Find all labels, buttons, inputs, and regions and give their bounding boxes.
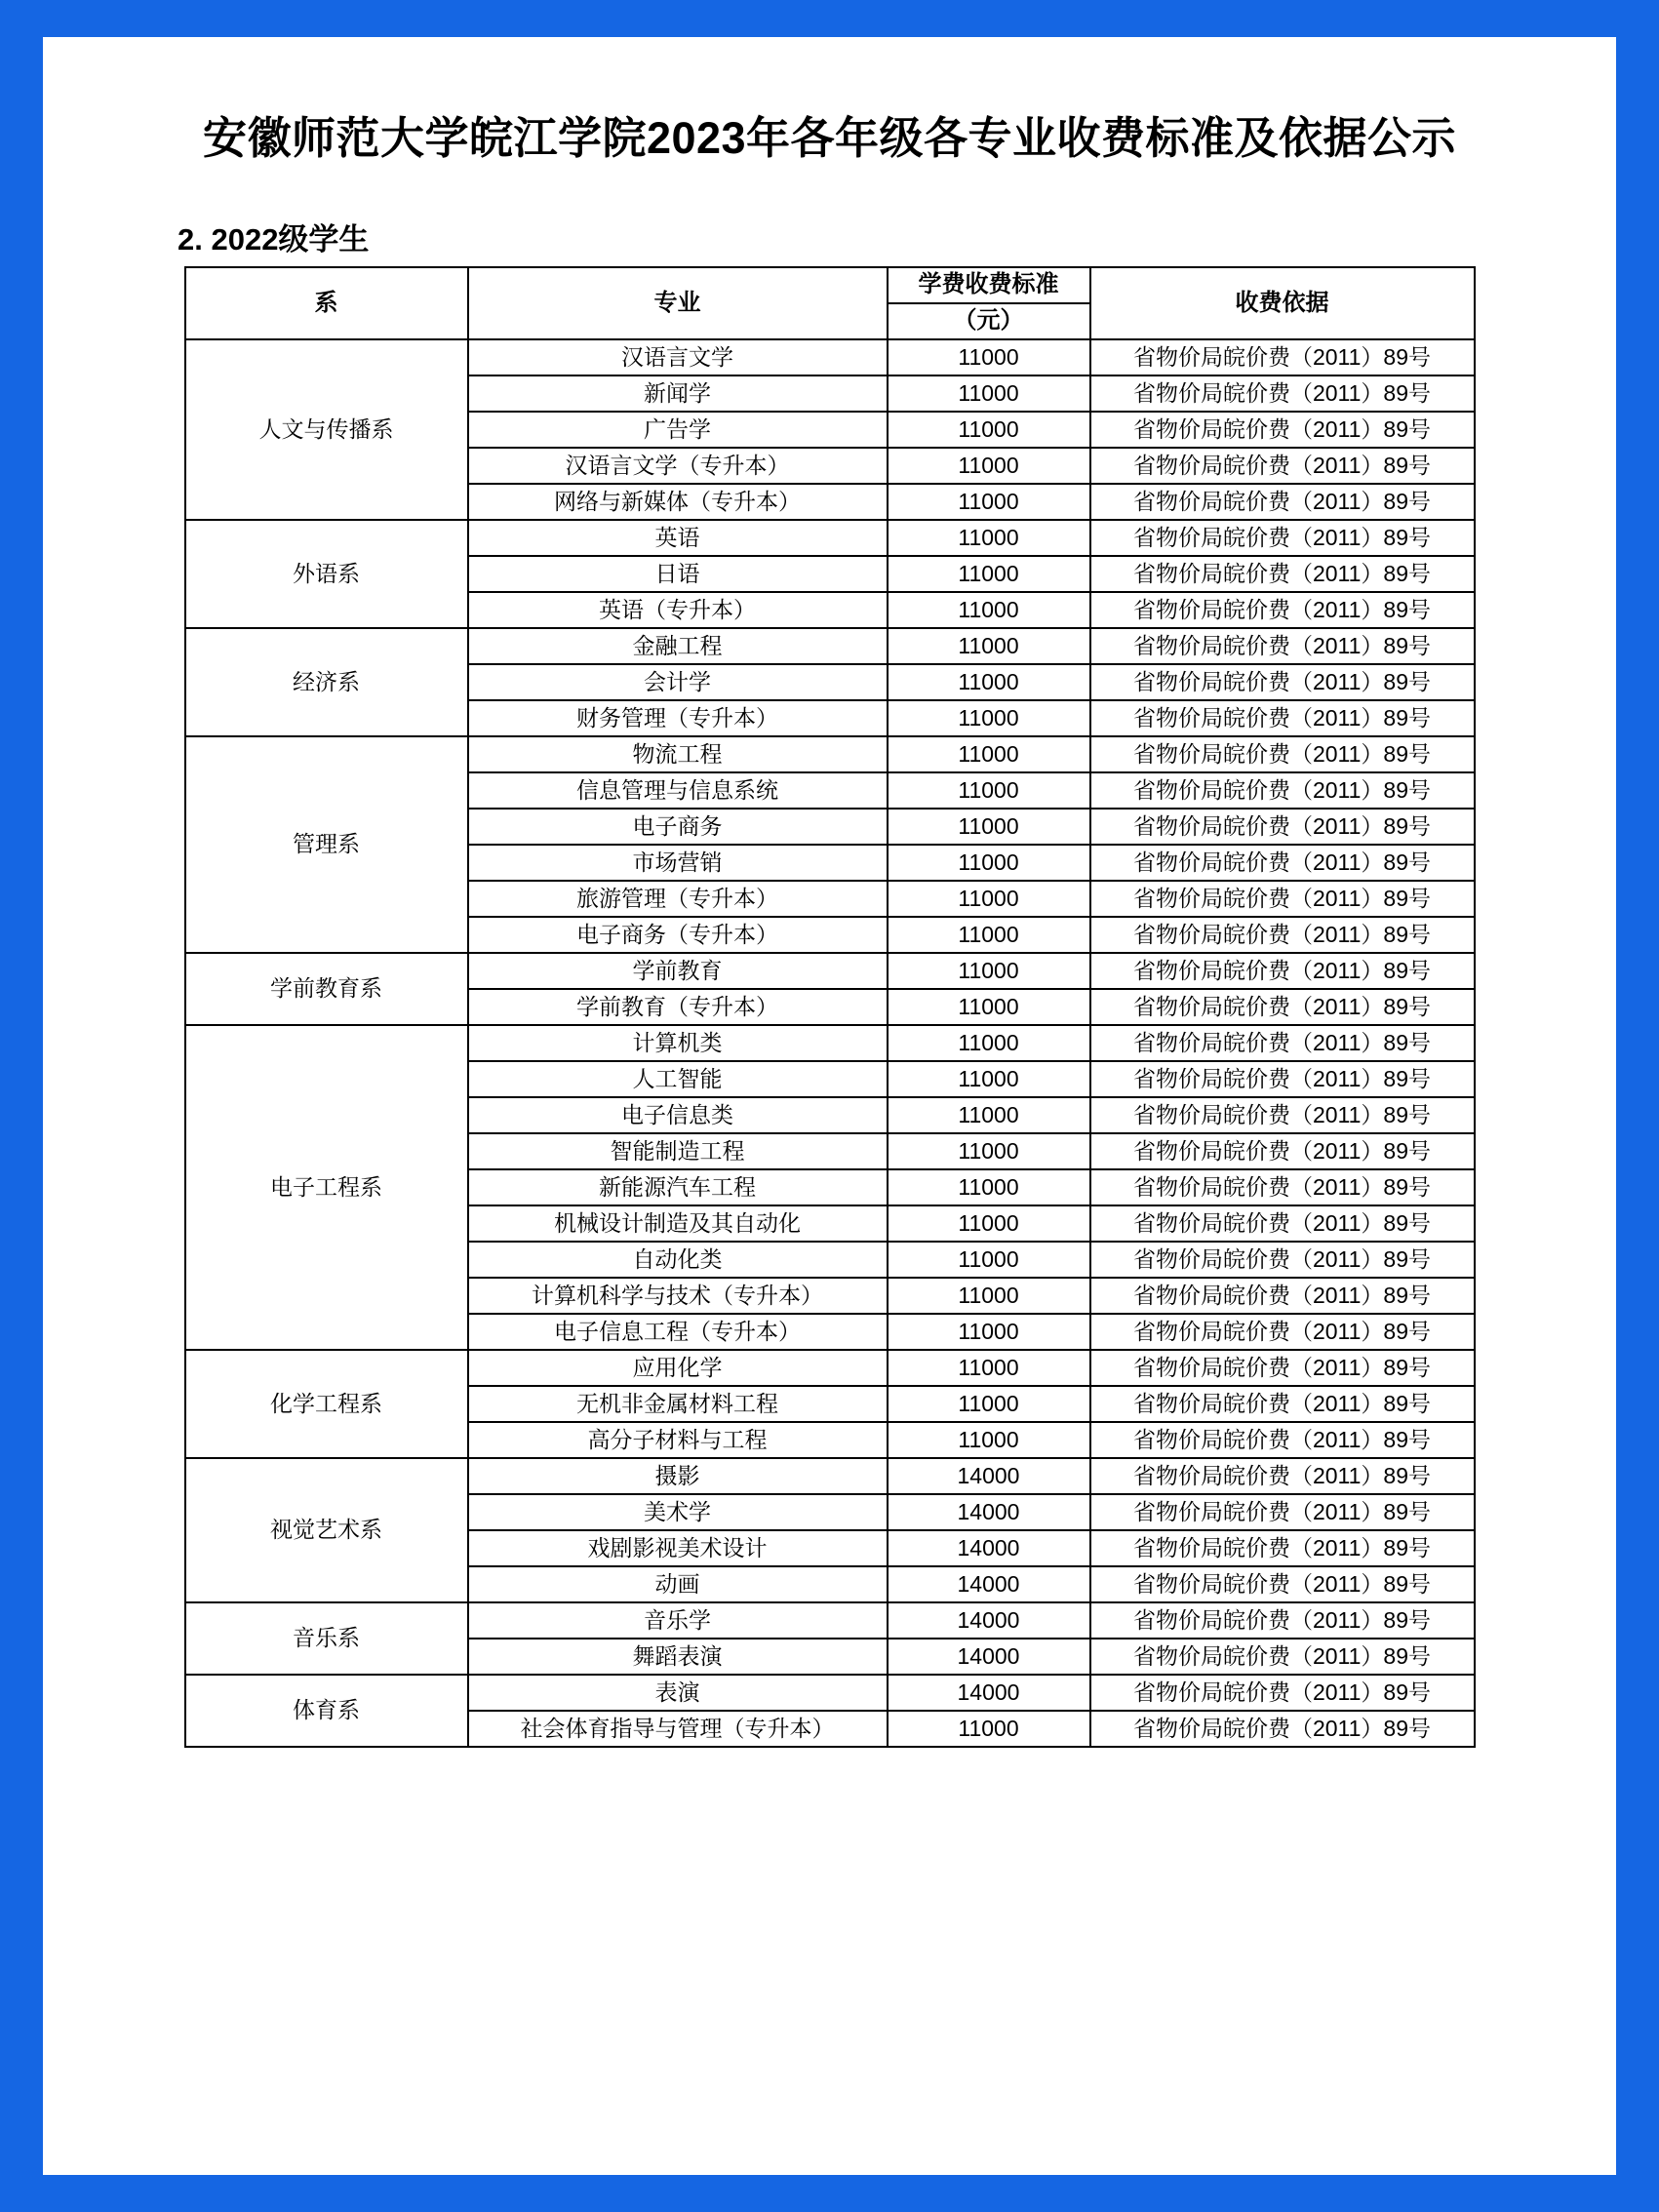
cell-basis: 省物价局皖价费（2011）89号 [1090,1386,1475,1422]
cell-fee: 11000 [888,1422,1090,1458]
cell-major: 舞蹈表演 [468,1639,888,1675]
table-row [185,1350,1475,1386]
cell-major: 高分子材料与工程 [468,1422,888,1458]
cell-basis: 省物价局皖价费（2011）89号 [1090,375,1475,412]
cell-major: 电子信息工程（专升本） [468,1314,888,1350]
cell-fee: 11000 [888,809,1090,845]
cell-fee: 14000 [888,1458,1090,1494]
cell-department: 化学工程系 [185,1350,468,1458]
cell-basis: 省物价局皖价费（2011）89号 [1090,809,1475,845]
cell-fee: 11000 [888,592,1090,628]
table-row [185,1675,1475,1711]
table-row [185,1025,1475,1061]
cell-department: 管理系 [185,736,468,953]
cell-fee: 11000 [888,1205,1090,1242]
cell-fee: 11000 [888,881,1090,917]
cell-major: 学前教育 [468,953,888,989]
cell-major: 财务管理（专升本） [468,700,888,736]
cell-basis: 省物价局皖价费（2011）89号 [1090,1205,1475,1242]
cell-major: 戏剧影视美术设计 [468,1530,888,1566]
cell-major: 自动化类 [468,1242,888,1278]
cell-basis: 省物价局皖价费（2011）89号 [1090,736,1475,772]
cell-major: 汉语言文学 [468,339,888,375]
cell-major: 计算机科学与技术（专升本） [468,1278,888,1314]
cell-major: 音乐学 [468,1602,888,1639]
table-row [185,736,1475,772]
cell-fee: 11000 [888,1711,1090,1747]
cell-major: 网络与新媒体（专升本） [468,484,888,520]
cell-major: 应用化学 [468,1350,888,1386]
cell-fee: 11000 [888,1133,1090,1169]
cell-fee: 11000 [888,700,1090,736]
table-row [185,628,1475,664]
cell-department: 音乐系 [185,1602,468,1675]
cell-fee: 11000 [888,1350,1090,1386]
cell-major: 表演 [468,1675,888,1711]
cell-basis: 省物价局皖价费（2011）89号 [1090,448,1475,484]
cell-basis: 省物价局皖价费（2011）89号 [1090,1530,1475,1566]
cell-basis: 省物价局皖价费（2011）89号 [1090,1061,1475,1097]
cell-basis: 省物价局皖价费（2011）89号 [1090,1711,1475,1747]
cell-basis: 省物价局皖价费（2011）89号 [1090,1169,1475,1205]
cell-fee: 11000 [888,917,1090,953]
cell-major: 电子商务（专升本） [468,917,888,953]
document-page [43,37,1616,2175]
table-row [185,953,1475,989]
table-row [185,520,1475,556]
cell-basis: 省物价局皖价费（2011）89号 [1090,953,1475,989]
cell-basis: 省物价局皖价费（2011）89号 [1090,989,1475,1025]
cell-basis: 省物价局皖价费（2011）89号 [1090,339,1475,375]
cell-basis: 省物价局皖价费（2011）89号 [1090,484,1475,520]
cell-major: 美术学 [468,1494,888,1530]
cell-basis: 省物价局皖价费（2011）89号 [1090,881,1475,917]
cell-basis: 省物价局皖价费（2011）89号 [1090,1566,1475,1602]
cell-major: 电子信息类 [468,1097,888,1133]
cell-fee: 14000 [888,1494,1090,1530]
cell-fee: 11000 [888,772,1090,809]
cell-fee: 11000 [888,556,1090,592]
cell-basis: 省物价局皖价费（2011）89号 [1090,1025,1475,1061]
cell-major: 计算机类 [468,1025,888,1061]
cell-major: 学前教育（专升本） [468,989,888,1025]
cell-department: 经济系 [185,628,468,736]
cell-department: 学前教育系 [185,953,468,1025]
cell-basis: 省物价局皖价费（2011）89号 [1090,520,1475,556]
cell-fee: 11000 [888,989,1090,1025]
cell-major: 社会体育指导与管理（专升本） [468,1711,888,1747]
cell-fee: 14000 [888,1566,1090,1602]
cell-department: 人文与传播系 [185,339,468,520]
cell-basis: 省物价局皖价费（2011）89号 [1090,845,1475,881]
cell-fee: 11000 [888,375,1090,412]
cell-major: 旅游管理（专升本） [468,881,888,917]
cell-basis: 省物价局皖价费（2011）89号 [1090,592,1475,628]
cell-fee: 11000 [888,448,1090,484]
cell-basis: 省物价局皖价费（2011）89号 [1090,1350,1475,1386]
cell-major: 信息管理与信息系统 [468,772,888,809]
column-header-basis: 收费依据 [1090,267,1475,339]
cell-major: 无机非金属材料工程 [468,1386,888,1422]
cell-basis: 省物价局皖价费（2011）89号 [1090,772,1475,809]
cell-fee: 11000 [888,1097,1090,1133]
section-heading: 2. 2022级学生 [178,222,370,257]
cell-basis: 省物价局皖价费（2011）89号 [1090,1097,1475,1133]
cell-major: 广告学 [468,412,888,448]
cell-basis: 省物价局皖价费（2011）89号 [1090,1494,1475,1530]
cell-fee: 11000 [888,953,1090,989]
cell-major: 机械设计制造及其自动化 [468,1205,888,1242]
cell-fee: 11000 [888,1169,1090,1205]
fee-standards-table [184,266,1476,1748]
cell-fee: 11000 [888,628,1090,664]
cell-major: 物流工程 [468,736,888,772]
cell-fee: 11000 [888,412,1090,448]
cell-basis: 省物价局皖价费（2011）89号 [1090,1242,1475,1278]
table-row [185,1602,1475,1639]
cell-basis: 省物价局皖价费（2011）89号 [1090,1278,1475,1314]
cell-basis: 省物价局皖价费（2011）89号 [1090,700,1475,736]
cell-department: 视觉艺术系 [185,1458,468,1602]
cell-major: 英语（专升本） [468,592,888,628]
cell-basis: 省物价局皖价费（2011）89号 [1090,628,1475,664]
cell-fee: 11000 [888,1061,1090,1097]
cell-basis: 省物价局皖价费（2011）89号 [1090,1314,1475,1350]
cell-fee: 11000 [888,1025,1090,1061]
cell-fee: 11000 [888,520,1090,556]
cell-basis: 省物价局皖价费（2011）89号 [1090,556,1475,592]
table-header [185,267,1475,339]
table-row [185,1458,1475,1494]
cell-basis: 省物价局皖价费（2011）89号 [1090,917,1475,953]
cell-fee: 14000 [888,1530,1090,1566]
column-header-major: 专业 [468,267,888,339]
column-header-department: 系 [185,267,468,339]
cell-basis: 省物价局皖价费（2011）89号 [1090,412,1475,448]
cell-basis: 省物价局皖价费（2011）89号 [1090,1639,1475,1675]
cell-major: 动画 [468,1566,888,1602]
cell-fee: 11000 [888,1314,1090,1350]
cell-fee: 11000 [888,339,1090,375]
cell-major: 新闻学 [468,375,888,412]
cell-major: 日语 [468,556,888,592]
cell-major: 汉语言文学（专升本） [468,448,888,484]
table-body [185,339,1475,1747]
cell-major: 会计学 [468,664,888,700]
cell-major: 摄影 [468,1458,888,1494]
cell-department: 电子工程系 [185,1025,468,1350]
cell-major: 电子商务 [468,809,888,845]
cell-basis: 省物价局皖价费（2011）89号 [1090,1458,1475,1494]
column-header-fee-unit: （元） [888,303,1090,339]
cell-major: 市场营销 [468,845,888,881]
cell-fee: 14000 [888,1639,1090,1675]
cell-department: 外语系 [185,520,468,628]
cell-major: 新能源汽车工程 [468,1169,888,1205]
table-header-row-1 [185,267,1475,303]
cell-fee: 11000 [888,1278,1090,1314]
cell-major: 人工智能 [468,1061,888,1097]
cell-basis: 省物价局皖价费（2011）89号 [1090,664,1475,700]
cell-major: 金融工程 [468,628,888,664]
cell-basis: 省物价局皖价费（2011）89号 [1090,1602,1475,1639]
cell-major: 智能制造工程 [468,1133,888,1169]
cell-fee: 11000 [888,484,1090,520]
column-header-fee: 学费收费标准 [888,267,1090,303]
cell-fee: 11000 [888,845,1090,881]
page-title: 安徽师范大学皖江学院2023年各年级各专业收费标准及依据公示 [202,113,1457,163]
cell-basis: 省物价局皖价费（2011）89号 [1090,1422,1475,1458]
table-row [185,339,1475,375]
cell-fee: 11000 [888,1386,1090,1422]
cell-basis: 省物价局皖价费（2011）89号 [1090,1133,1475,1169]
cell-fee: 11000 [888,664,1090,700]
cell-fee: 14000 [888,1602,1090,1639]
cell-fee: 11000 [888,1242,1090,1278]
cell-fee: 14000 [888,1675,1090,1711]
cell-department: 体育系 [185,1675,468,1747]
cell-major: 英语 [468,520,888,556]
cell-basis: 省物价局皖价费（2011）89号 [1090,1675,1475,1711]
cell-fee: 11000 [888,736,1090,772]
